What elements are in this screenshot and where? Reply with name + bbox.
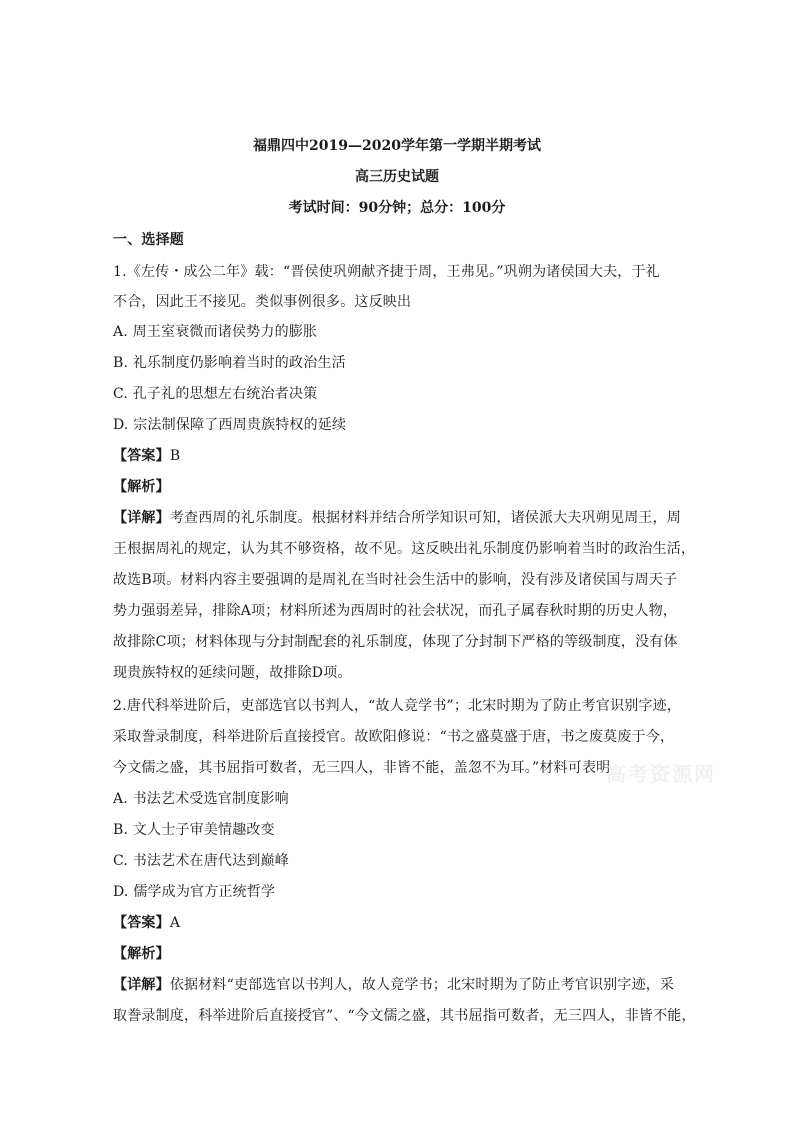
q2-answer-tag: 【答案】 (113, 915, 170, 931)
q2-stem-line-2: 采取誊录制度，科举进阶后直接授官。故欧阳修说：“书之盛莫盛于唐，书之废莫废于今， (113, 729, 675, 745)
q1-detail-line-2: 王根据周礼的规定，认为其不够资格，故不见。这反映出礼乐制度仍影响着当时的政治生活， (113, 541, 696, 557)
q1-detail-line-5: 故排除C项；材料体现与分封制配套的礼乐制度，体现了分封制下严格的等级制度，没有体 (113, 634, 678, 650)
q1-stem-line-1: 1.《左传・成公二年》载：“晋侯使巩朔献齐捷于周，王弗见。”巩朔为诸侯国大夫，于礼 (113, 264, 660, 280)
q1-answer-tag: 【答案】 (113, 448, 170, 464)
q2-stem-line-1: 2.唐代科举进阶后，吏部选官以书判人，“故人竞学书”；北宋时期为了防止考官识别字迹， (113, 698, 682, 714)
q1-option-b: B. 礼乐制度仍影响着当时的政治生活 (113, 355, 346, 371)
q1-detail-line-6: 现贵族特权的延续问题，故排除D项。 (113, 665, 352, 681)
q2-answer-value: A (169, 915, 181, 931)
q2-answer (113, 913, 693, 933)
watermark: 高考资源网 (606, 762, 716, 786)
q1-stem-line-2: 不合，因此王不接见。类似事例很多。这反映出 (113, 294, 412, 310)
q2-option-c: C. 书法艺术在唐代达到巅峰 (113, 853, 289, 869)
q1-answer (113, 446, 693, 466)
section-heading: 一、选择题 (113, 232, 184, 248)
q1-option-d: D. 宗法制保障了西周贵族特权的延续 (113, 417, 347, 433)
subject-title: 高三历史试题 (355, 169, 439, 185)
q2-option-a: A. 书法艺术受选官制度影响 (113, 791, 289, 807)
q1-detail-line-1 (113, 508, 693, 528)
school-exam-title: 福鼎四中2019—2020学年第一学期半期考试 (253, 138, 541, 154)
q1-detail-line-4: 势力强弱差异，排除A项；材料所述为西周时的社会状况，而孔子属春秋时期的历史人物， (113, 603, 678, 619)
q2-detail-line-2: 取誊录制度，科举进阶后直接授官”、“今文儒之盛，其书屈指可数者，无三四人，非皆不能， (113, 1008, 696, 1024)
q1-detail-tag: 【详解】 (113, 510, 170, 526)
q2-option-d: D. 儒学成为官方正统哲学 (113, 884, 276, 900)
q2-analysis-tag: 【解析】 (113, 946, 170, 962)
q1-detail-line-3: 故选B项。材料内容主要强调的是周礼在当时社会生活中的影响，没有涉及诸侯国与周天子 (113, 572, 678, 588)
q1-option-c: C. 孔子礼的思想左右统治者决策 (113, 386, 318, 402)
q1-option-a: A. 周王室衰微而诸侯势力的膨胀 (113, 324, 318, 340)
q2-stem-line-3: 今文儒之盛，其书屈指可数者，无三四人，非皆不能，盖忽不为耳。”材料可表明 (113, 760, 611, 776)
q2-detail-tag: 【详解】 (113, 977, 170, 993)
q2-detail-text-1: 依据材料“吏部选官以书判人，故人竞学书；北宋时期为了防止考官识别字迹，采 (169, 977, 675, 993)
exam-info: 考试时间：90分钟；总分：100分 (288, 200, 506, 216)
q1-analysis-tag: 【解析】 (113, 479, 170, 495)
q1-answer-value: B (169, 448, 181, 464)
q1-detail-text-1: 考查西周的礼乐制度。根据材料并结合所学知识可知，诸侯派大夫巩朔见周王，周 (169, 510, 682, 526)
q2-option-b: B. 文人士子审美情趣改变 (113, 822, 275, 838)
q2-detail-line-1 (113, 975, 693, 995)
